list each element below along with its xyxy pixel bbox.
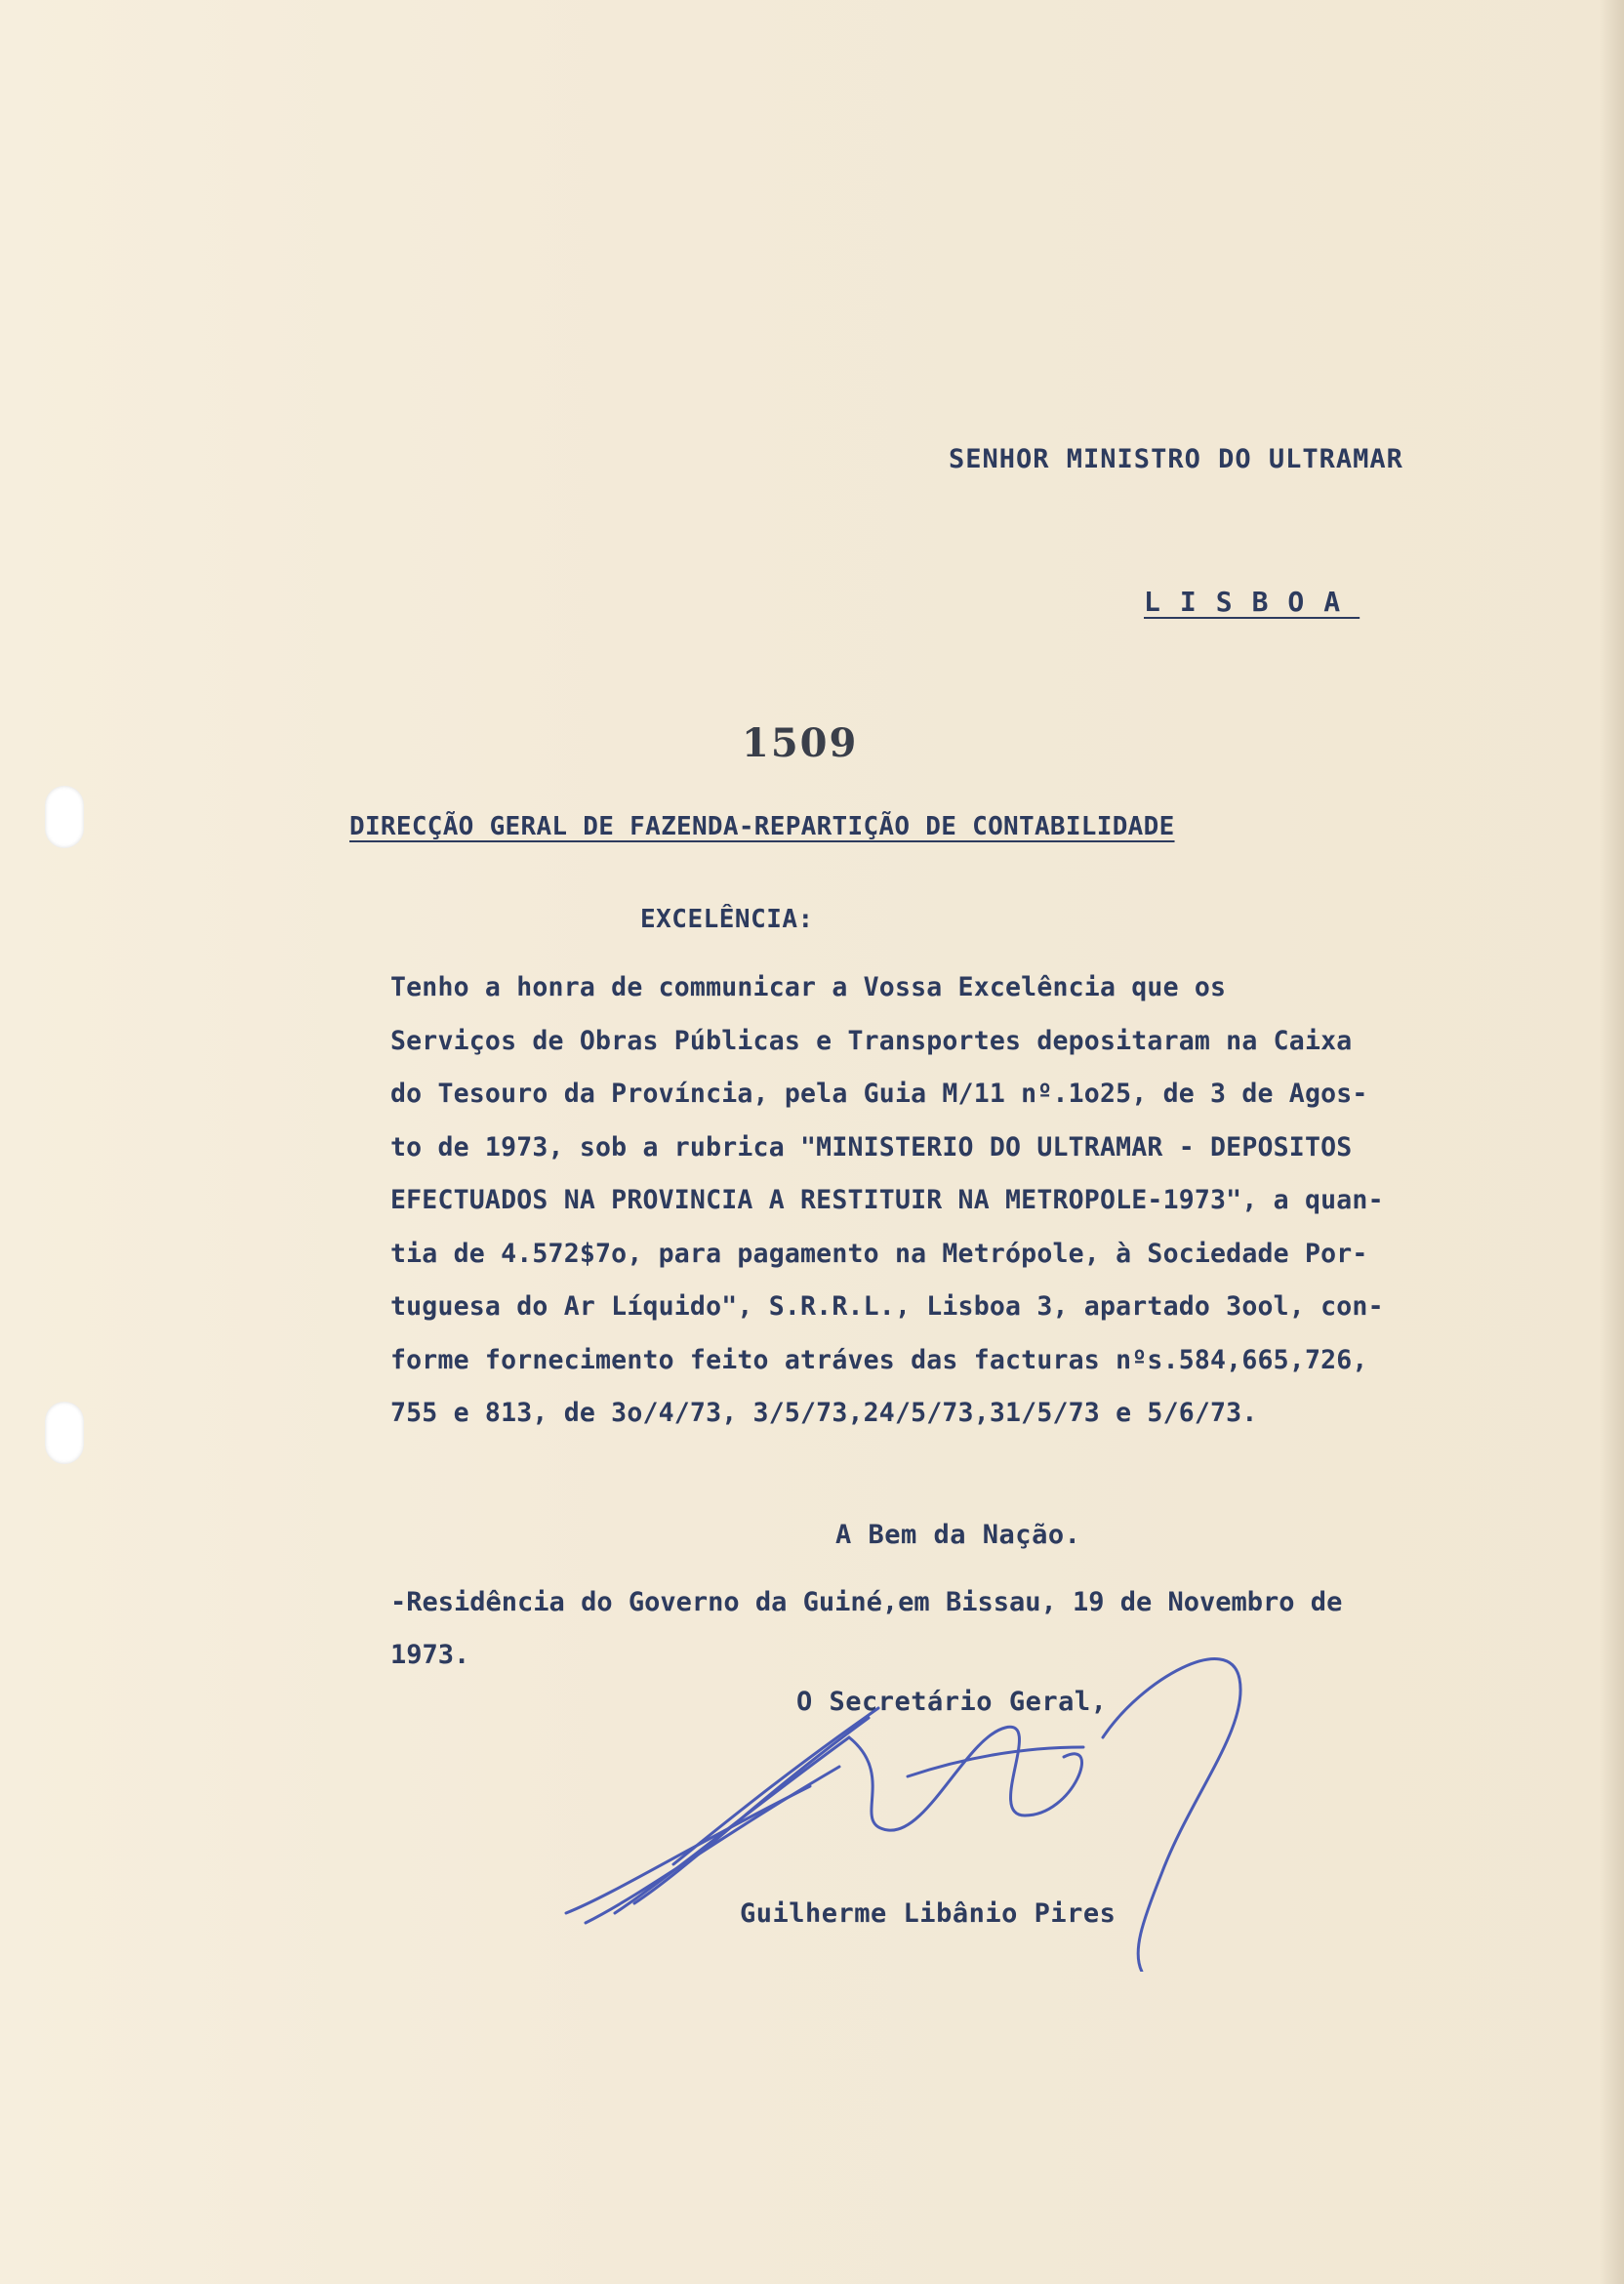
document-number: 1509 — [742, 720, 859, 766]
body-line: Tenho a honra de communicar a Vossa Excelência que os — [390, 972, 1227, 1002]
closing-formula: A Bem da Nação. — [835, 1520, 1081, 1550]
body-line: forme fornecimento feito atráves das facturas nºs.584,665,726, — [390, 1344, 1368, 1375]
punch-hole-top — [45, 786, 84, 848]
department-heading: DIRECÇÃO GERAL DE FAZENDA-REPARTIÇÃO DE CONTABILIDADE — [349, 812, 1175, 841]
place-date-line: 1973. — [390, 1640, 470, 1670]
body-line: 755 e 813, de 3o/4/73, 3/5/73,24/5/73,31/5/73 e 5/6/73. — [390, 1398, 1258, 1428]
salutation: EXCELÊNCIA: — [640, 905, 814, 934]
place-date-line: -Residência do Governo da Guiné,em Bissau, 19 de Novembro de — [390, 1587, 1343, 1617]
body-line: tia de 4.572$7o, para pagamento na Metrópole, à Sociedade Por- — [390, 1238, 1368, 1269]
body-line: EFECTUADOS NA PROVINCIA A RESTITUIR NA METROPOLE-1973", a quan- — [390, 1185, 1384, 1215]
city: LISBOA — [1144, 586, 1360, 618]
signatory-name: Guilherme Libânio Pires — [740, 1898, 1116, 1929]
body-line: do Tesouro da Província, pela Guia M/11 nº.1o25, de 3 de Agos- — [390, 1079, 1368, 1109]
handwritten-signature — [556, 1620, 1259, 1972]
body-line: to de 1973, sob a rubrica "MINISTERIO DO ULTRAMAR - DEPOSITOS — [390, 1131, 1353, 1162]
body-line: tuguesa do Ar Líquido", S.R.R.L., Lisboa 3, apartado 3ool, con- — [390, 1291, 1384, 1322]
punch-hole-bottom — [45, 1402, 84, 1464]
letter-body — [390, 961, 1601, 1441]
page-edge-shadow — [1599, 0, 1624, 2284]
signatory-title: O Secretário Geral, — [796, 1687, 1108, 1717]
addressee: SENHOR MINISTRO DO ULTRAMAR — [949, 444, 1403, 474]
body-line: Serviços de Obras Públicas e Transportes depositaram na Caixa — [390, 1025, 1353, 1056]
